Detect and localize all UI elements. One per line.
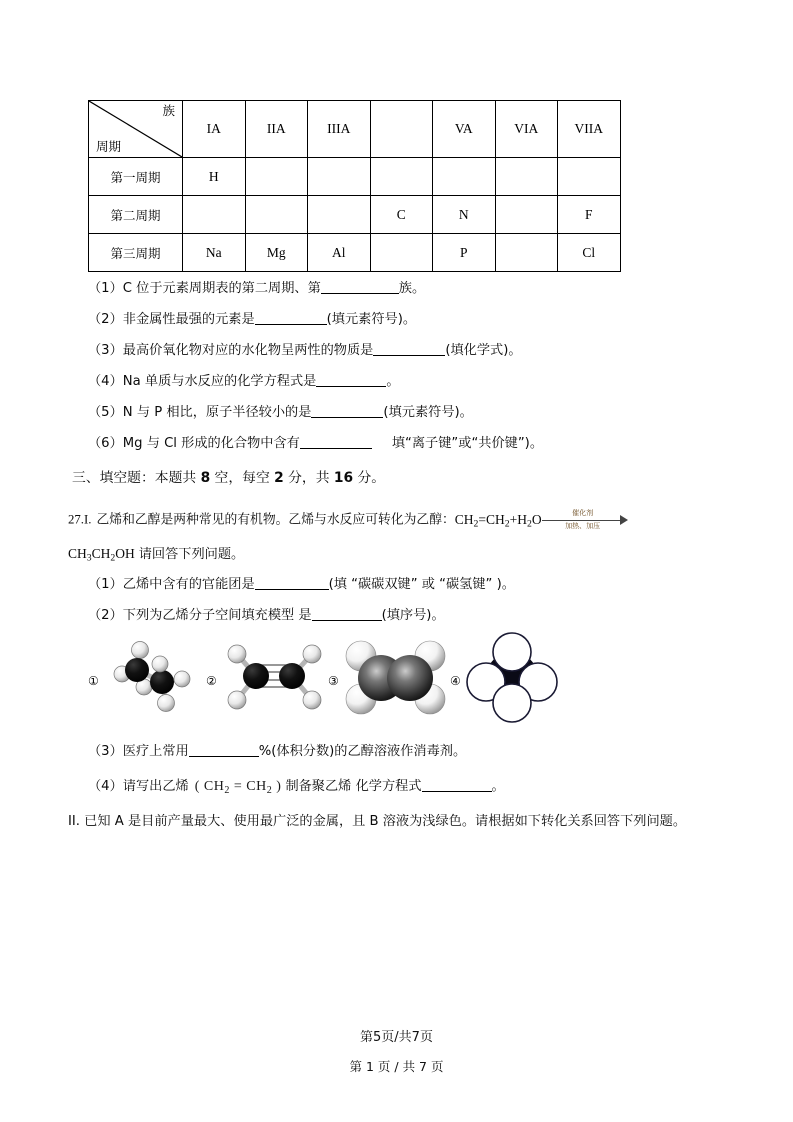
group-header-VIIA: VIIA (558, 101, 621, 158)
page-footer-primary: 第5页/共7页 (360, 1030, 433, 1045)
group-axis-label: 族 (162, 103, 175, 118)
model-number-1: ① (88, 674, 99, 688)
question-1-suffix: 族。 (398, 281, 426, 296)
period-label-3: 第三周期 (89, 234, 183, 272)
question-6 (88, 434, 543, 454)
section-blank-count: 8 (200, 470, 211, 486)
table-row (89, 234, 621, 272)
question-6-number: （6） (88, 436, 123, 451)
question-27-item-4 (88, 776, 505, 798)
periodic-table-container (88, 100, 613, 272)
period-axis-label: 周期 (96, 138, 122, 154)
group-header-IA: IA (183, 101, 246, 158)
element-cell (370, 158, 433, 196)
answer-blank[interactable] (255, 576, 329, 590)
reaction-arrow (542, 509, 628, 531)
element-cell: Al (308, 234, 371, 272)
section-total-points: 16 (333, 470, 354, 486)
question-4-number: （4） (88, 374, 123, 389)
question-27-part2: II. 已知 A 是目前产量最大、使用最广泛的金属，且 B 溶液为浅绿色。请根据如下转化关系回答下列问题。 (68, 814, 687, 829)
section-heading-mid2: 分，共 (283, 470, 334, 486)
section-heading-mid1: 空，每空 (210, 470, 275, 486)
ethylene-structural-formula: ( $CH_2 = CH_2$ ) (194, 779, 282, 796)
arrow-shaft (542, 520, 620, 521)
item-1-number: （1） (88, 577, 123, 592)
item-4-mid: 制备聚乙烯 化学方程式 (285, 779, 422, 794)
question-27-item-2 (88, 606, 445, 626)
question-4 (88, 372, 400, 392)
question-5 (88, 403, 473, 423)
reaction-condition-heat-pressure: 加热、加压 (565, 522, 601, 530)
item-3-text: 医疗上常用 (122, 744, 189, 759)
item-2-suffix: (填序号)。 (381, 608, 445, 623)
item-4-number: （4） (88, 779, 123, 794)
question-2-number: （2） (88, 312, 123, 327)
section-points-per-blank: 2 (274, 470, 284, 486)
answer-blank[interactable] (321, 280, 399, 294)
question-2-suffix: (填元素符号)。 (326, 312, 417, 327)
element-cell (245, 196, 308, 234)
answer-blank[interactable] (311, 404, 383, 418)
question-6-text: Mg 与 Cl 形成的化合物中含有 (122, 436, 300, 451)
section-heading-prefix: 三、填空题：本题共 (72, 470, 201, 486)
arrow-head-icon (620, 515, 628, 525)
section-heading-suffix: 分。 (353, 470, 386, 486)
table-header-row (89, 101, 621, 158)
question-3-suffix: (填化学式)。 (445, 343, 522, 358)
question-27-item-1 (88, 575, 515, 595)
question-27-item-3 (88, 742, 466, 762)
element-cell: Na (183, 234, 246, 272)
page-footer-secondary: 第 1 页 / 共 7 页 (349, 1059, 444, 1074)
table-row (89, 158, 621, 196)
item-4-text: 请写出乙烯 (122, 779, 189, 794)
answer-blank[interactable] (422, 778, 492, 792)
item-1-text: 乙烯中含有的官能团是 (122, 577, 255, 592)
element-cell: C (370, 196, 433, 234)
element-cell: F (558, 196, 621, 234)
question-27-prompt: 请回答下列问题。 (138, 547, 245, 562)
molecular-models-row (88, 632, 548, 724)
ethylene-ball-stick-model (222, 632, 327, 724)
element-cell (558, 158, 621, 196)
item-1-suffix: (填 “碳碳双键” 或 “碳氢键” )。 (328, 577, 515, 592)
question-6-suffix: 填“离子键”或“共价键”)。 (391, 436, 544, 451)
item-3-suffix: %(体积分数)的乙醇溶液作消毒剂。 (258, 744, 467, 759)
element-cell (245, 158, 308, 196)
question-1-text: C 位于元素周期表的第二周期、第 (122, 281, 321, 296)
ethanol-formula: $CH_3CH_2OH$ (68, 546, 135, 564)
question-27-line1 (68, 509, 628, 532)
answer-blank[interactable] (189, 743, 259, 757)
group-header-VIA: VIA (495, 101, 558, 158)
answer-blank[interactable] (312, 607, 382, 621)
element-cell (495, 234, 558, 272)
section-heading (72, 468, 385, 489)
question-27-line2 (68, 544, 244, 566)
element-cell (370, 234, 433, 272)
model-number-3: ③ (328, 674, 339, 688)
ethane-ball-stick-model (104, 632, 204, 724)
table-row (89, 196, 621, 234)
question-27-label: 27.I. (68, 512, 92, 527)
model-number-4: ④ (450, 674, 461, 688)
table-corner-cell (89, 101, 183, 158)
element-cell (183, 196, 246, 234)
ethylene-space-filling-model (344, 632, 449, 724)
item-2-text: 下列为乙烯分子空间填充模型 是 (122, 608, 312, 623)
element-cell: Mg (245, 234, 308, 272)
reaction-condition-catalyst: 催化剂 (572, 509, 594, 517)
periodic-table (88, 100, 621, 272)
element-cell (495, 158, 558, 196)
element-cell: P (433, 234, 496, 272)
element-cell: N (433, 196, 496, 234)
period-label-1: 第一周期 (89, 158, 183, 196)
group-header-VA: VA (433, 101, 496, 158)
group-header-IVA-blank (370, 101, 433, 158)
element-cell: H (183, 158, 246, 196)
methane-space-filling-model (466, 632, 562, 724)
question-3-text: 最高价氧化物对应的水化物呈两性的物质是 (122, 343, 374, 358)
element-cell (433, 158, 496, 196)
answer-blank[interactable] (255, 311, 327, 325)
period-label-2: 第二周期 (89, 196, 183, 234)
question-5-suffix: (填元素符号)。 (383, 405, 473, 420)
question-3 (88, 341, 522, 361)
group-header-IIA: IIA (245, 101, 308, 158)
answer-blank[interactable] (373, 342, 445, 356)
question-3-number: （3） (88, 343, 123, 358)
question-1 (88, 279, 425, 299)
item-3-number: （3） (88, 744, 123, 759)
element-cell (308, 196, 371, 234)
item-2-number: （2） (88, 608, 123, 623)
model-number-2: ② (206, 674, 217, 688)
element-cell (495, 196, 558, 234)
answer-blank[interactable] (316, 373, 386, 387)
answer-blank[interactable] (300, 435, 372, 449)
question-1-number: （1） (88, 281, 123, 296)
question-4-text: Na 单质与水反应的化学方程式是 (122, 374, 317, 389)
question-2 (88, 310, 416, 330)
question-5-number: （5） (88, 405, 123, 420)
ethylene-hydration-equation: $CH_2=CH_2+H_2O$ (454, 511, 542, 530)
element-cell: Cl (558, 234, 621, 272)
question-4-suffix: 。 (386, 374, 400, 389)
element-cell (308, 158, 371, 196)
question-27-intro: 乙烯和乙醇是两种常见的有机物。乙烯与水反应可转化为乙醇： (96, 512, 455, 528)
question-2-text: 非金属性最强的元素是 (122, 312, 255, 327)
item-4-suffix: 。 (491, 779, 505, 794)
question-5-text: N 与 P 相比，原子半径较小的是 (122, 405, 312, 420)
group-header-IIIA: IIIA (308, 101, 371, 158)
